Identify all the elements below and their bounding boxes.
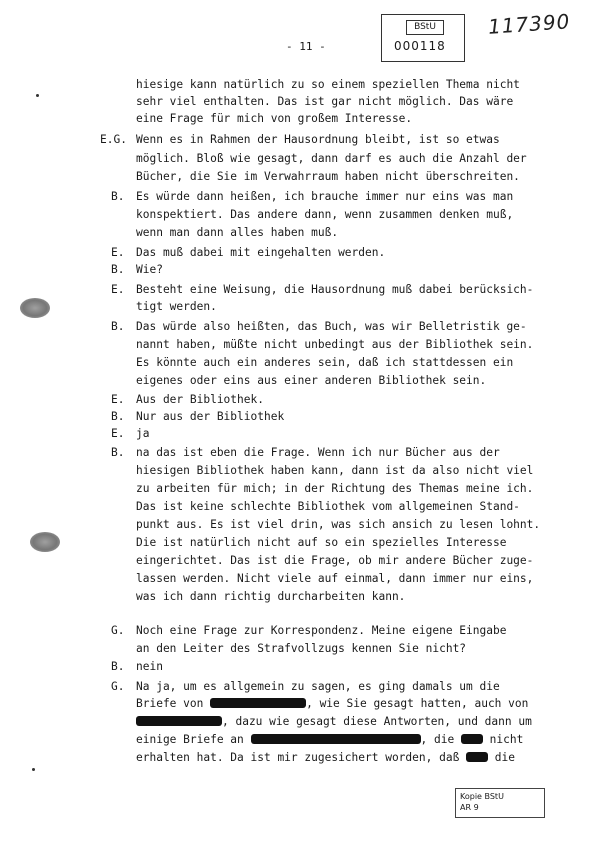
stamp-title: BStU: [406, 20, 444, 35]
line-text: Das ist keine schlechte Bibliothek vom allgemeinen Stand-: [136, 500, 520, 513]
line-text-segment: nicht: [482, 733, 524, 746]
line-text: na das ist eben die Frage. Wenn ich nur Bücher aus der: [136, 446, 500, 459]
line-text: punkt aus. Es ist viel drin, was sich ansich zu lesen lohnt.: [136, 518, 541, 531]
line-text: Besteht eine Weisung, die Hausordnung muß dabei berücksich-: [136, 283, 534, 296]
line-text: hiesigen Bibliothek haben kann, dann ist da also nicht viel: [136, 464, 534, 477]
line-text: tigt werden.: [136, 300, 217, 313]
redaction-bar: [251, 734, 421, 744]
line-text: ja: [136, 427, 150, 440]
line-text: Die ist natürlich nicht auf so ein spezielles Interesse: [136, 536, 507, 549]
line-text: konspektiert. Das andere dann, wenn zusammen denken muß,: [136, 208, 514, 221]
line-text-segment: erhalten hat. Da ist mir zugesichert worden, daß: [136, 751, 467, 764]
line-text: Nur aus der Bibliothek: [136, 410, 285, 423]
line-text: Bücher, die Sie im Verwahrraum haben nicht überschreiten.: [136, 170, 520, 183]
copy-stamp-line: AR 9: [460, 803, 479, 812]
line-text-segment: Briefe von: [136, 697, 211, 710]
line-text: lassen werden. Nicht viele auf einmal, dann immer nur eins,: [136, 572, 534, 585]
copy-stamp: [455, 788, 545, 818]
punch-hole-top: [20, 298, 50, 318]
speck-mark: [36, 94, 39, 97]
line-text-segment: einige Briefe an: [136, 733, 251, 746]
redaction-bar: [466, 752, 488, 762]
speaker-label: G.: [111, 680, 125, 693]
line-text: Wie?: [136, 263, 163, 276]
line-text: Na ja, um es allgemein zu sagen, es ging damals um die: [136, 680, 500, 693]
speaker-label: E.: [111, 393, 125, 406]
speaker-label: B.: [111, 190, 125, 203]
speaker-label: B.: [111, 263, 125, 276]
line-text-segment: , wie Sie gesagt hatten, auch von: [306, 697, 529, 710]
line-text: [136, 715, 532, 729]
line-text: [136, 697, 528, 711]
punch-hole-bottom: [30, 532, 60, 552]
line-text: wenn man dann alles haben muß.: [136, 226, 339, 239]
speaker-label: B.: [111, 446, 125, 459]
speaker-label: B.: [111, 320, 125, 333]
redaction-bar: [136, 716, 222, 726]
speaker-label: B.: [111, 410, 125, 423]
line-text: eingerichtet. Das ist die Frage, ob mir andere Bücher zuge-: [136, 554, 534, 567]
line-text: nein: [136, 660, 163, 673]
speaker-label: E.: [111, 246, 125, 259]
copy-stamp-line: Kopie BStU: [460, 792, 504, 801]
line-text-segment: die: [488, 751, 515, 764]
stamp-number: 000118: [394, 39, 446, 53]
line-text: Wenn es in Rahmen der Hausordnung bleibt, ist so etwas: [136, 133, 500, 146]
line-text: Noch eine Frage zur Korrespondenz. Meine eigene Eingabe: [136, 624, 507, 637]
line-text: [136, 733, 523, 747]
speaker-label: E.G.: [100, 133, 127, 146]
line-text: zu arbeiten für mich; in der Richtung des Themas meine ich.: [136, 482, 534, 495]
line-text: was ich dann richtig durcharbeiten kann.: [136, 590, 406, 603]
line-text: sehr viel enthalten. Das ist gar nicht möglich. Das wäre: [136, 95, 514, 108]
line-text: an den Leiter des Strafvollzugs kennen Sie nicht?: [136, 642, 467, 655]
line-text: Es würde dann heißen, ich brauche immer nur eins was man: [136, 190, 514, 203]
speaker-label: E.: [111, 427, 125, 440]
speaker-label: G.: [111, 624, 125, 637]
line-text: Das würde also heißten, das Buch, was wir Belletristik ge-: [136, 320, 527, 333]
line-text-segment: , dazu wie gesagt diese Antworten, und dann um: [222, 715, 532, 728]
line-text: hiesige kann natürlich zu so einem speziellen Thema nicht: [136, 78, 520, 91]
line-text-segment: , die: [420, 733, 461, 746]
line-text: nannt haben, müßte nicht unbedingt aus der Bibliothek sein.: [136, 338, 534, 351]
page-number: - 11 -: [286, 40, 326, 53]
line-text: eigenes oder eins aus einer anderen Bibliothek sein.: [136, 374, 487, 387]
line-text: eine Frage für mich von großem Interesse.: [136, 112, 413, 125]
redaction-bar: [461, 734, 483, 744]
speaker-label: E.: [111, 283, 125, 296]
line-text: möglich. Bloß wie gesagt, dann darf es auch die Anzahl der: [136, 152, 527, 165]
line-text: Das muß dabei mit eingehalten werden.: [136, 246, 386, 259]
speaker-label: B.: [111, 660, 125, 673]
handwritten-page-number: 117390: [487, 9, 572, 39]
speck-mark: [32, 768, 35, 771]
line-text: [136, 751, 515, 765]
line-text: Aus der Bibliothek.: [136, 393, 264, 406]
line-text: Es könnte auch ein anderes sein, daß ich stattdessen ein: [136, 356, 514, 369]
redaction-bar: [210, 698, 306, 708]
archive-stamp: [381, 14, 465, 62]
